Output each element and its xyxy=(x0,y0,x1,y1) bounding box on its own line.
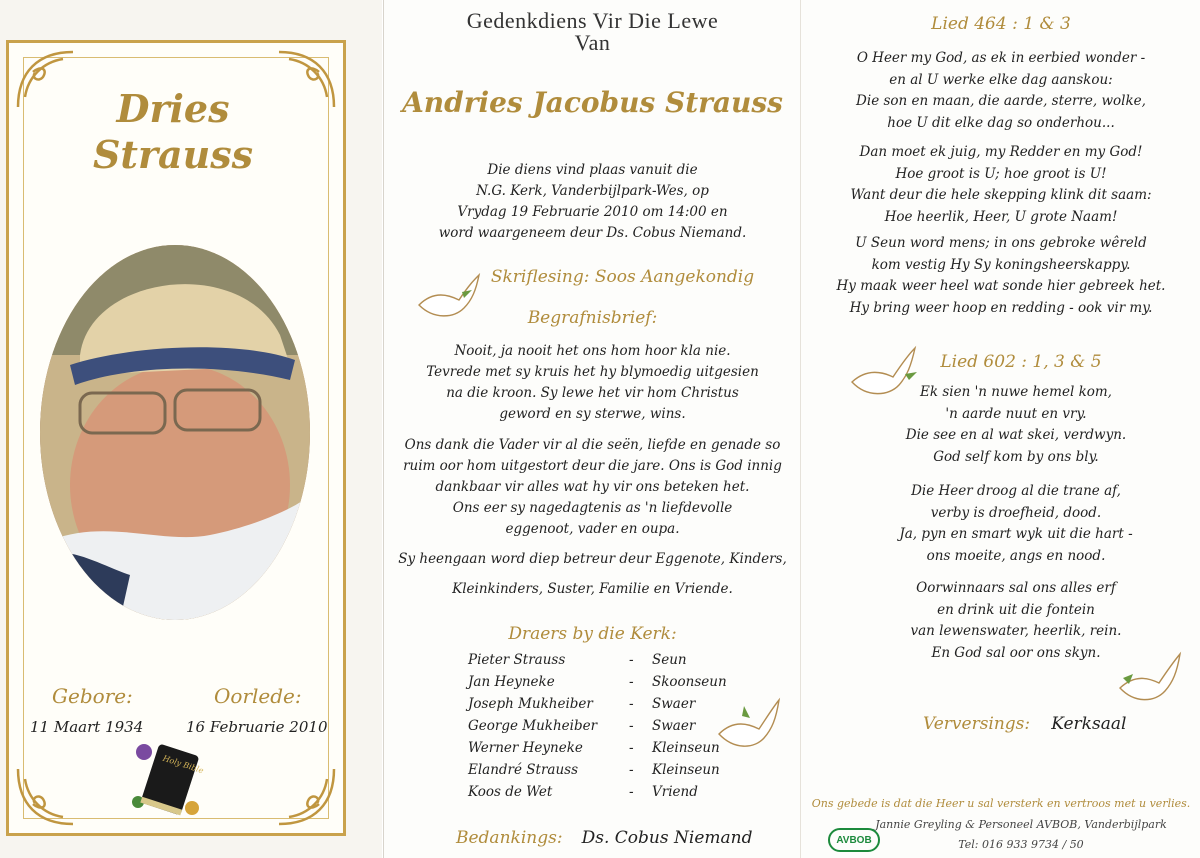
bearers-heading: Draers by die Kerk: xyxy=(508,624,677,644)
refreshments-line xyxy=(923,714,1126,736)
name-first: Dries xyxy=(116,86,230,131)
refreshments-value: Kerksaal xyxy=(1051,714,1127,734)
letter-paragraph-1: Nooit, ja nooit het ons hom hoor kla nie. Tevrede met sy kruis het hy blymoedig uitgesien na die kroon. Sy lewe het vir hom Christus geword en sy sterwe, wins. xyxy=(426,343,759,422)
avbob-logo: AVBOB xyxy=(828,828,880,852)
thanks-value: Ds. Cobus Niemand xyxy=(581,828,753,848)
born-label: Gebore: xyxy=(52,684,133,708)
memorial-title: Gedenkdiens Vir Die Lewe xyxy=(466,8,719,33)
undertaker-line: Jannie Greyling & Personeel AVBOB, Vanderbijlpark xyxy=(875,818,1167,831)
bearer-relation: Vriend xyxy=(652,784,698,800)
hymn-602-verse-1: Ek sien 'n nuwe hemel kom, 'n aarde nuut en vry. Die see en al wat skei, verdwyn. God self kom by ons bly. xyxy=(905,384,1127,465)
thanks-label: Bedankings: xyxy=(456,828,563,848)
service-details: Die diens vind plaas vanuit die N.G. Kerk, Vanderbijlpark-Wes, op Vrydag 19 Februarie 2010 om 14:00 en word waargeneem deur Ds. Cobus Niemand. xyxy=(438,162,747,241)
bearer-name: George Mukheiber xyxy=(468,718,598,734)
mourners-line-2: Kleinkinders, Suster, Familie en Vriende. xyxy=(452,581,733,597)
hymn-602-verse-3: Oorwinnaars sal ons alles erf en drink uit die fontein van lewenswater, heerlik, rein. En God sal oor ons skyn. xyxy=(910,580,1122,661)
born-date: 11 Maart 1934 xyxy=(30,718,144,736)
hymn-464-verse-3: U Seun word mens; in ons gebroke wêreld kom vestig Hy Sy koningsheerskappy. Hy maak weer heel wat sonde hier gebreek het. Hy bring weer hoop en redding - ook vir my. xyxy=(836,235,1166,316)
phone-line: Tel: 016 933 9734 / 50 xyxy=(958,838,1084,851)
thanks-line xyxy=(456,828,752,849)
scripture-heading: Skriflesing: Soos Aangekondig xyxy=(490,267,755,287)
bearer-relation: Seun xyxy=(652,652,687,668)
died-label: Oorlede: xyxy=(214,684,302,708)
hymn-464-verse-1: O Heer my God, as ek in eerbied wonder - en al U werke elke dag aanskou: Die son en maan, die aarde, sterre, wolke, hoe U dit elke dag so onderhou... xyxy=(856,50,1146,131)
bearer-relation: Kleinseun xyxy=(652,740,720,756)
right-panel xyxy=(800,0,1200,858)
prayer-line: Ons gebede is dat die Heer u sal versterk en vertroos met u verlies. xyxy=(811,797,1191,810)
refreshments-label: Verversings: xyxy=(923,714,1031,734)
corner-ornament-icon xyxy=(13,759,83,829)
mourners-line-1: Sy heengaan word diep betreur deur Eggenote, Kinders, xyxy=(398,551,787,567)
corner-ornament-icon xyxy=(269,759,339,829)
hymn-602-heading: Lied 602 : 1, 3 & 5 xyxy=(940,352,1102,372)
bearer-name: Elandré Strauss xyxy=(468,762,579,778)
bearer-name: Jan Heyneke xyxy=(468,674,555,690)
bearer-name: Koos de Wet xyxy=(468,784,553,800)
dove-icon xyxy=(714,694,784,764)
portrait-photo xyxy=(40,245,310,620)
bearer-relation: Swaer xyxy=(652,696,696,712)
hymn-464-verse-2: Dan moet ek juig, my Redder en my God! Hoe groot is U; hoe groot is U! Want deur die hele skepping klink dit saam: Hoe heerlik, Heer, U grote Naam! xyxy=(850,144,1152,225)
hymn-464-heading: Lied 464 : 1 & 3 xyxy=(931,14,1071,34)
left-panel xyxy=(0,0,382,858)
died-date: 16 Februarie 2010 xyxy=(186,718,328,736)
hymn-602-verse-2: Die Heer droog al die trane af, verby is droefheid, dood. Ja, pyn en smart wyk uit die hart - ons moeite, angs en nood. xyxy=(899,483,1133,564)
full-name: Andries Jacobus Strauss xyxy=(402,86,783,119)
middle-panel: Gedenkdiens Vir Die Lewe Van Andries Jacobus Strauss Die diens vind plaas vanuit die N.G. Kerk, Vanderbijlpark-Wes, op Vrydag 19 Februarie 2010 om 14:00 en word waargeneem deur Ds. Cobus Niemand. Skriflesing: Soos Aangekondig Begrafnisbrief: Nooit, ja nooit het ons hom hoor kla nie. Tevrede met sy kruis het hy blymoedig uitgesien na die kroon. Sy lewe het vir hom Christus geword en sy sterwe, wins. Ons dank die Vader vir al die seën, liefde en genade so ruim oor hom uitgestort deur die jare. Ons is God innig dankbaar vir alles wat hy vir ons beteken het. Ons eer sy nagedagtenis as 'n liefdevolle eggenoot, vader en oupa. Sy heengaan word diep betreur deur Eggenote, Kinders, Kleinkinders, Suster, Familie en Vriende. Draers by die Kerk: Pieter Strauss - Seun Jan Heyneke - Skoonseun Joseph Mukheiber - Swaer George Mukheiber - Swaer Werner Heyneke - Kleinseun Elandré Strauss - Kleinseun Koos de Wet - Vriend Bedankings: Ds. Cobus Niemand xyxy=(383,0,801,858)
bearer-name: Joseph Mukheiber xyxy=(468,696,593,712)
bible-with-flowers-icon xyxy=(126,738,210,822)
memorial-title-van: Van xyxy=(574,30,611,55)
name-last: Strauss xyxy=(92,132,254,177)
bearer-relation: Skoonseun xyxy=(652,674,727,690)
bearer-name: Pieter Strauss xyxy=(468,652,566,668)
dove-icon xyxy=(1115,648,1185,714)
bearer-relation: Kleinseun xyxy=(652,762,720,778)
bearer-name: Werner Heyneke xyxy=(468,740,583,756)
funeral-letter-heading: Begrafnisbrief: xyxy=(527,308,658,328)
bearer-relation: Swaer xyxy=(652,718,696,734)
letter-paragraph-2: Ons dank die Vader vir al die seën, liefde en genade so ruim oor hom uitgestort deur die jare. Ons is God innig dankbaar vir alles wat hy vir ons beteken het. Ons eer sy nagedagtenis as 'n liefdevolle eggenoot, vader en oupa. xyxy=(403,437,782,537)
bible-cover-text: Holy Bible xyxy=(161,753,205,776)
